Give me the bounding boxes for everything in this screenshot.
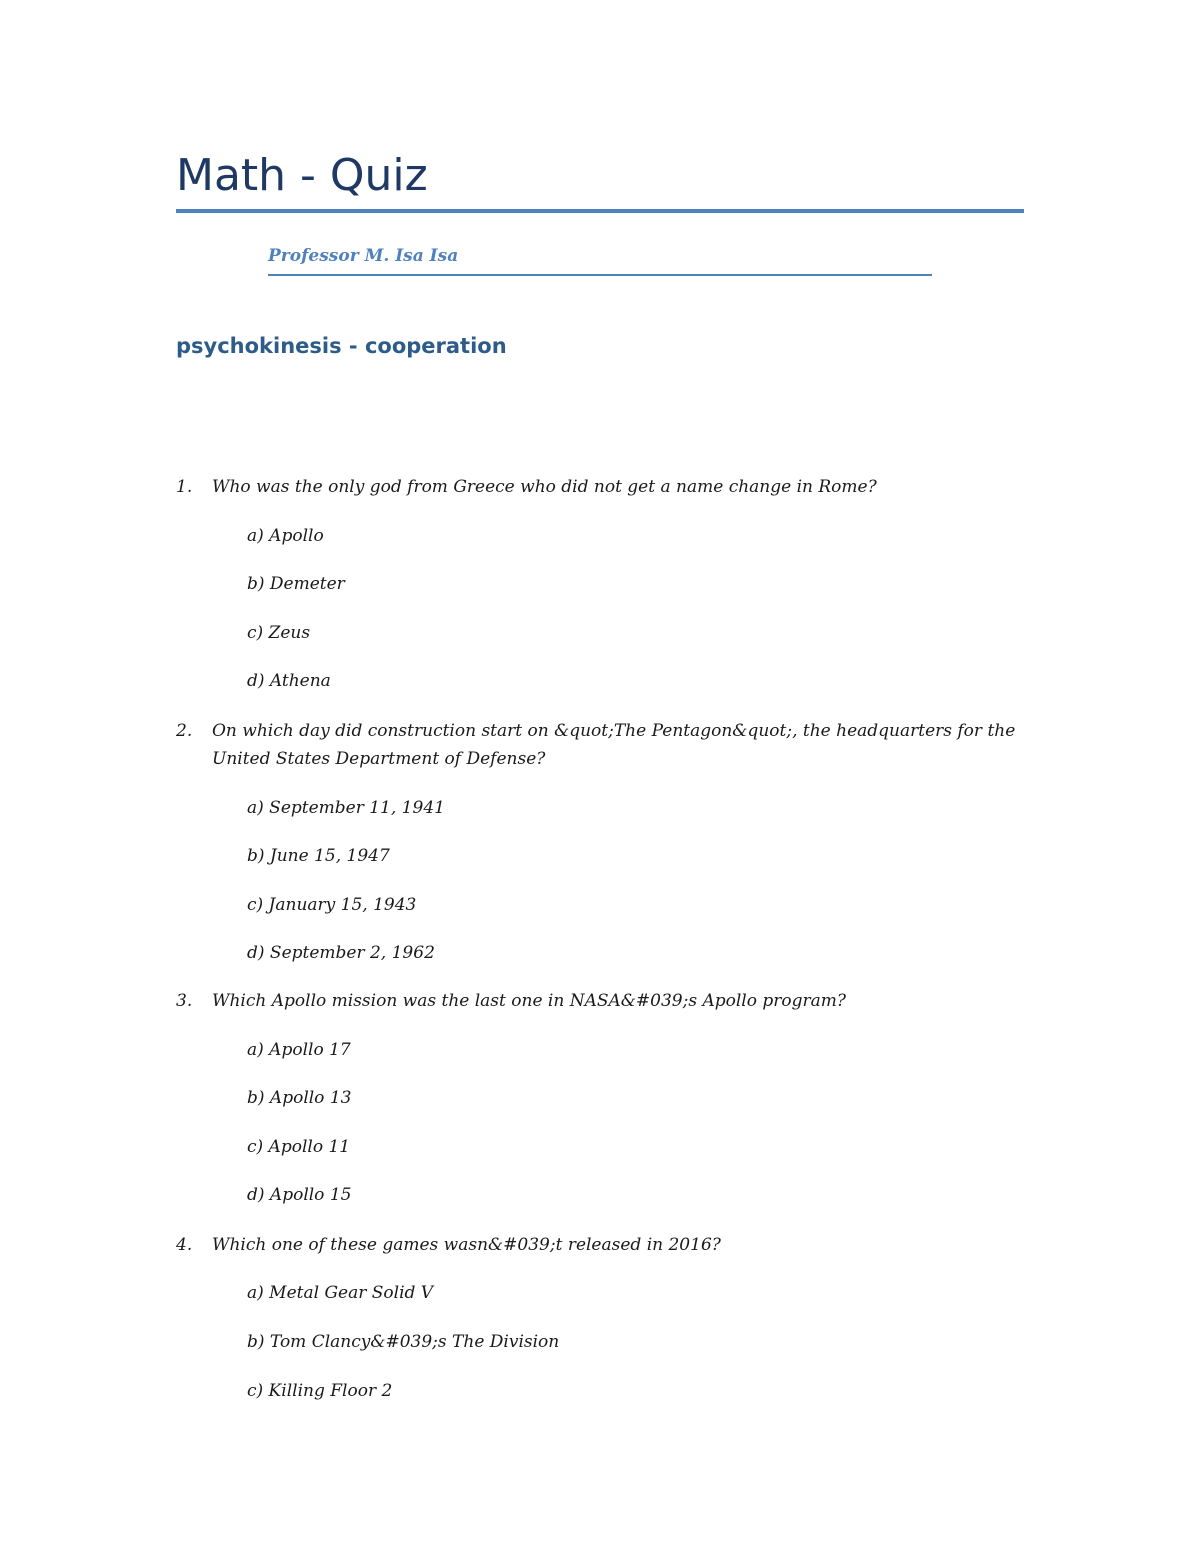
answer-option: c) Killing Floor 2 [247,1381,393,1401]
answer-option: d) Apollo 15 [247,1185,352,1205]
question-2 [176,717,1016,773]
answer-option: b) June 15, 1947 [247,846,390,866]
professor-name: Professor M. Isa Isa [268,246,459,266]
section-heading: psychokinesis - cooperation [176,334,507,358]
question-text: Which Apollo mission was the last one in NASA&#039;s Apollo program? [212,991,846,1011]
answer-option: a) September 11, 1941 [247,798,445,818]
question-number: 1. [176,477,193,497]
question-3 [176,987,1016,1015]
document-title: Math - Quiz [176,150,428,201]
question-text: Who was the only god from Greece who did not get a name change in Rome? [212,477,877,497]
answer-option: c) Apollo 11 [247,1137,351,1157]
answer-option: a) Metal Gear Solid V [247,1283,434,1303]
question-number: 3. [176,991,193,1011]
question-number: 2. [176,721,193,741]
question-4 [176,1231,1016,1259]
answer-option: a) Apollo [247,526,324,546]
question-text: Which one of these games wasn&#039;t released in 2016? [212,1235,721,1255]
title-underline [176,209,1024,213]
question-text: On which day did construction start on &quot;The Pentagon&quot;, the headquarters for the United States Department of Defense? [212,721,1016,769]
answer-option: c) Zeus [247,623,311,643]
answer-option: c) January 15, 1943 [247,895,417,915]
professor-underline [268,274,932,276]
question-1 [176,473,1016,501]
question-number: 4. [176,1235,193,1255]
answer-option: b) Apollo 13 [247,1088,352,1108]
answer-option: d) September 2, 1962 [247,943,435,963]
answer-option: b) Demeter [247,574,345,594]
answer-option: b) Tom Clancy&#039;s The Division [247,1332,560,1352]
answer-option: d) Athena [247,671,331,691]
answer-option: a) Apollo 17 [247,1040,351,1060]
